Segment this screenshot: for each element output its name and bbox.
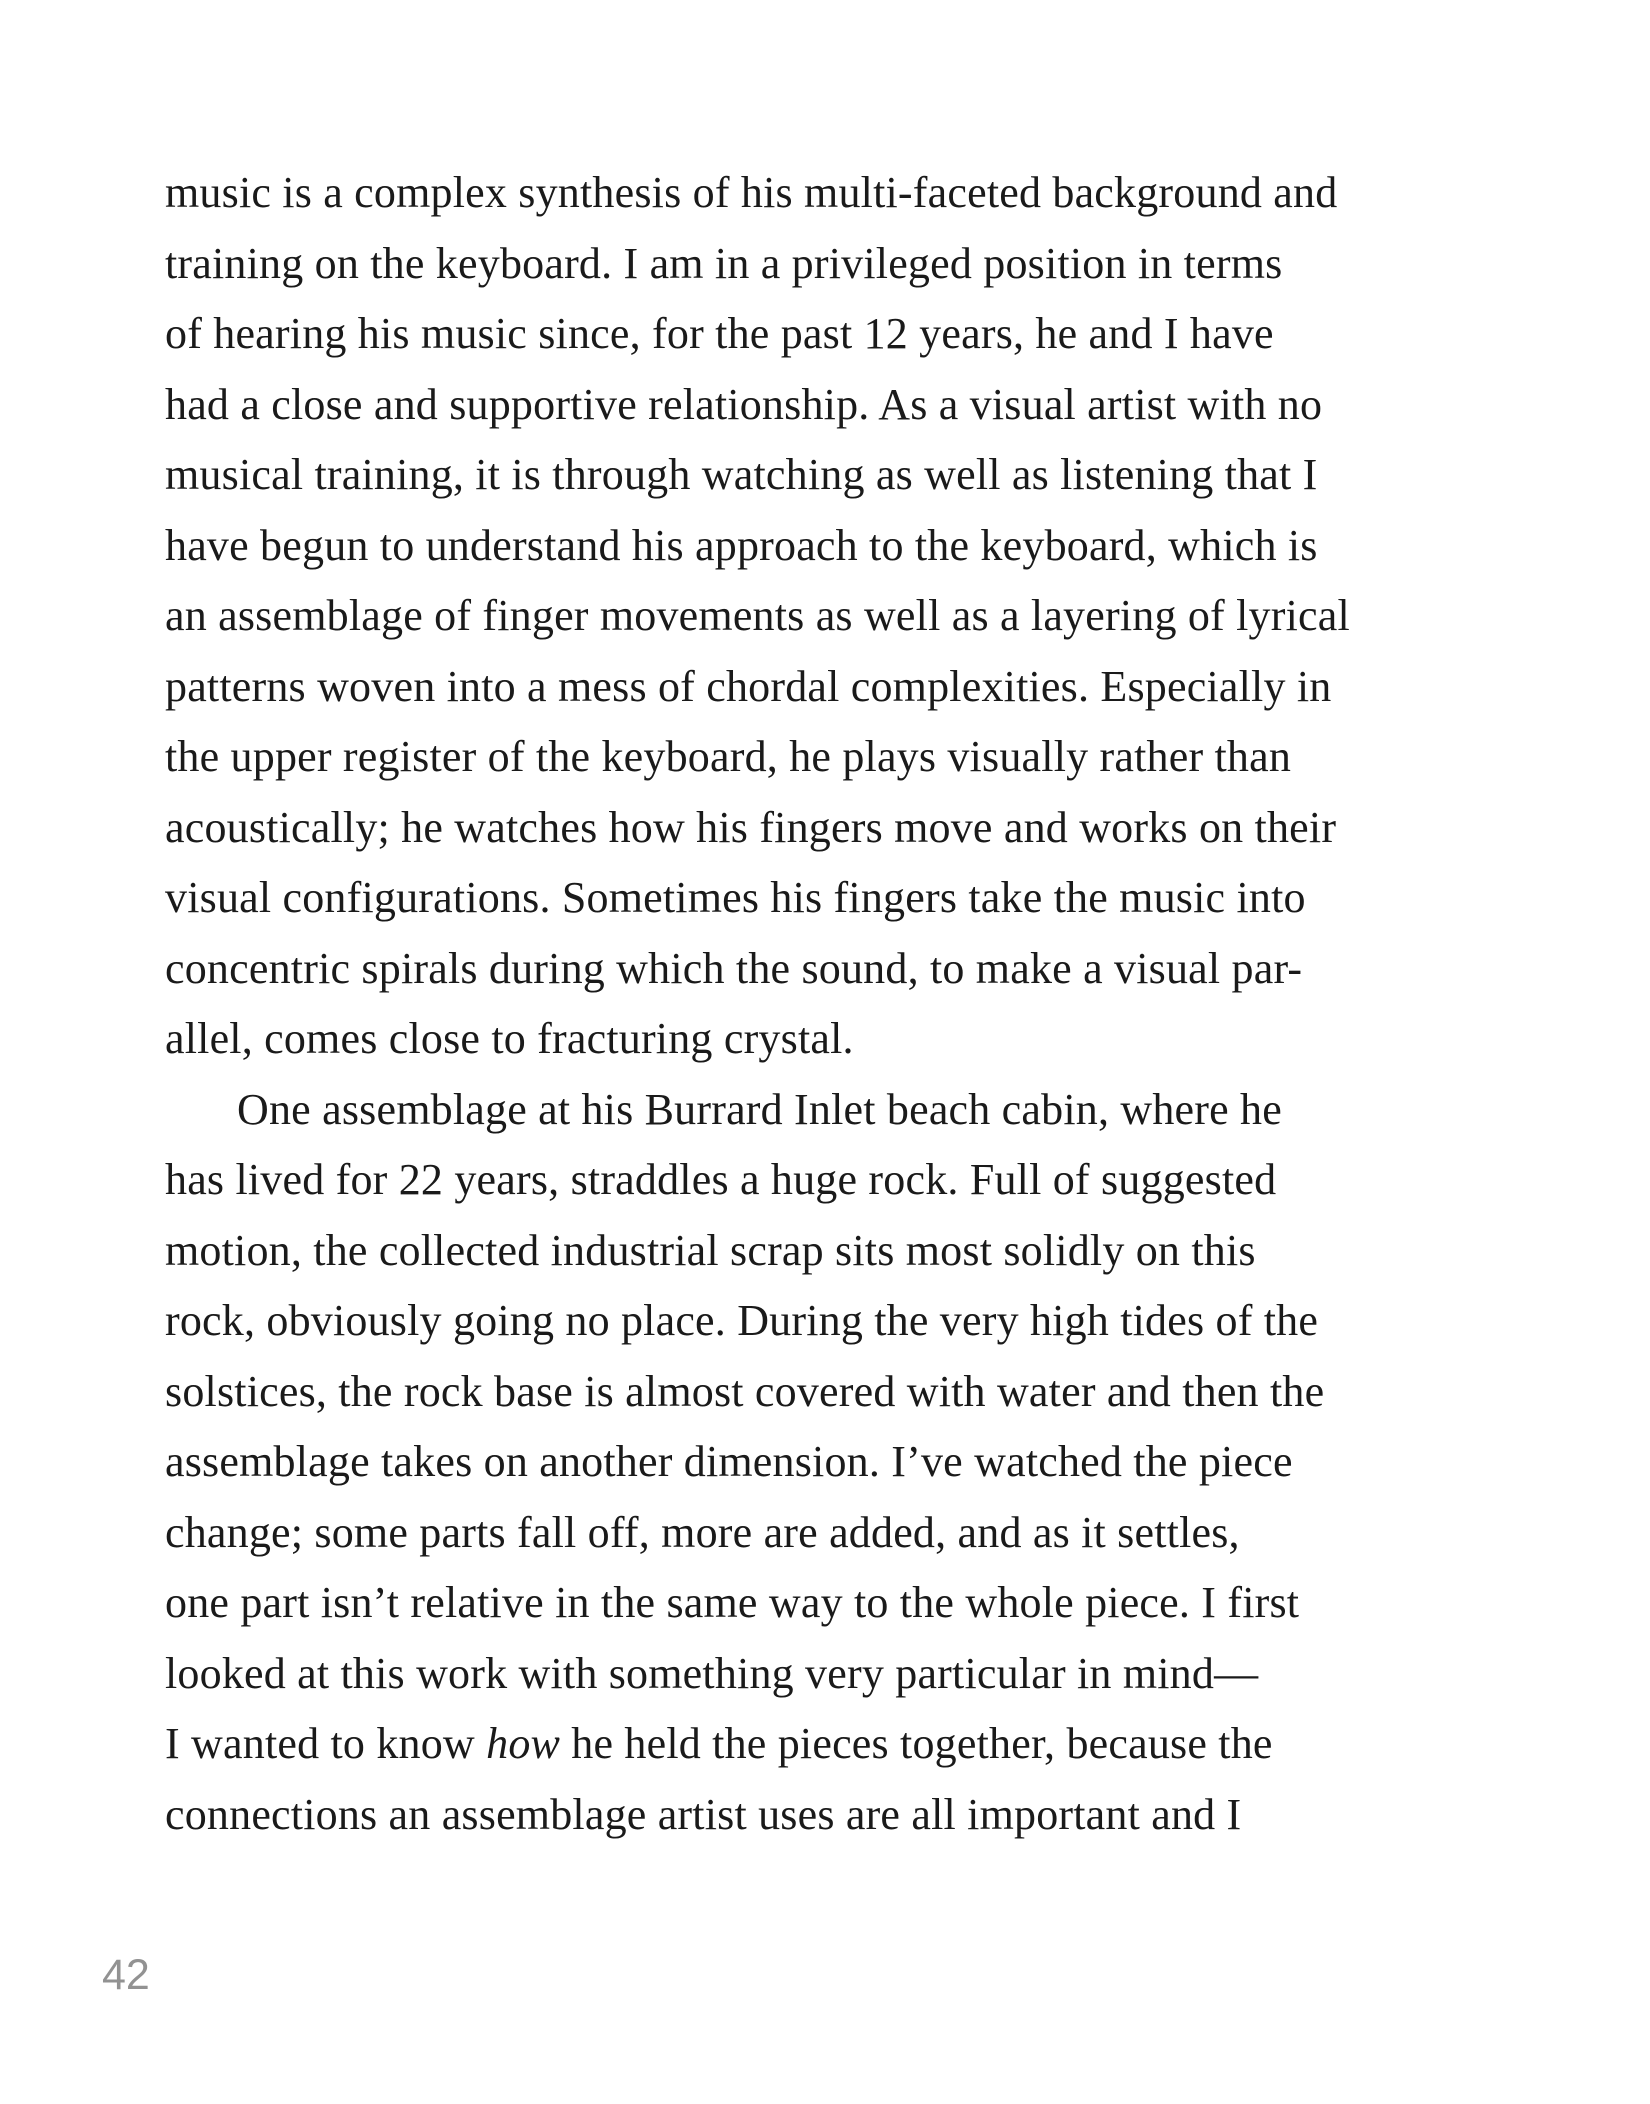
text-line: connections an assemblage artist uses are all important and I: [165, 1789, 1242, 1839]
text-line: patterns woven into a mess of chordal complexities. Especially in: [165, 661, 1332, 711]
text-line: change; some parts fall off, more are added, and as it settles,: [165, 1507, 1240, 1557]
text-line: had a close and supportive relationship. As a visual artist with no: [165, 379, 1323, 429]
text-line: visual configurations. Sometimes his fingers take the music into: [165, 873, 1306, 922]
text-line: rock, obviously going no place. During the very high tides of the: [165, 1296, 1319, 1345]
text-line: one part isn’t relative in the same way to the whole piece. I first: [165, 1578, 1300, 1627]
text-line: assemblage takes on another dimension. I’ve watched the piece: [165, 1437, 1293, 1486]
text-line: of hearing his music since, for the past 12 years, he and I have: [165, 309, 1274, 358]
text-line: musical training, it is through watching as well as listening that I: [165, 450, 1318, 499]
text-line-with-italic: [165, 1709, 1545, 1780]
text-line: acoustically; he watches how his fingers move and works on their: [165, 802, 1337, 852]
text-line: solstices, the rock base is almost covered with water and then the: [165, 1366, 1325, 1416]
text-line-paragraph-start: One assemblage at his Burrard Inlet beach cabin, where he: [237, 1084, 1282, 1134]
italic-word: how: [486, 1719, 561, 1768]
text-line: concentric spirals during which the sound, to make a visual par-: [165, 943, 1303, 993]
text-line: have begun to understand his approach to the keyboard, which is: [165, 520, 1318, 570]
page-number: 42: [102, 1951, 150, 1999]
text-segment: he held the pieces together, because the: [560, 1719, 1273, 1768]
text-line: has lived for 22 years, straddles a huge rock. Full of suggested: [165, 1155, 1277, 1204]
text-line: the upper register of the keyboard, he plays visually rather than: [165, 732, 1292, 781]
text-line: an assemblage of finger movements as well as a layering of lyrical: [165, 591, 1350, 640]
text-segment: I wanted to know: [165, 1719, 487, 1768]
page-text: [165, 158, 1545, 1850]
text-line: looked at this work with something very particular in mind—: [165, 1648, 1259, 1698]
text-line: motion, the collected industrial scrap sits most solidly on this: [165, 1225, 1256, 1275]
text-line: music is a complex synthesis of his multi-faceted background and: [165, 168, 1338, 217]
text-line: allel, comes close to fracturing crystal.: [165, 1014, 854, 1063]
text-line: training on the keyboard. I am in a privileged position in terms: [165, 238, 1283, 288]
